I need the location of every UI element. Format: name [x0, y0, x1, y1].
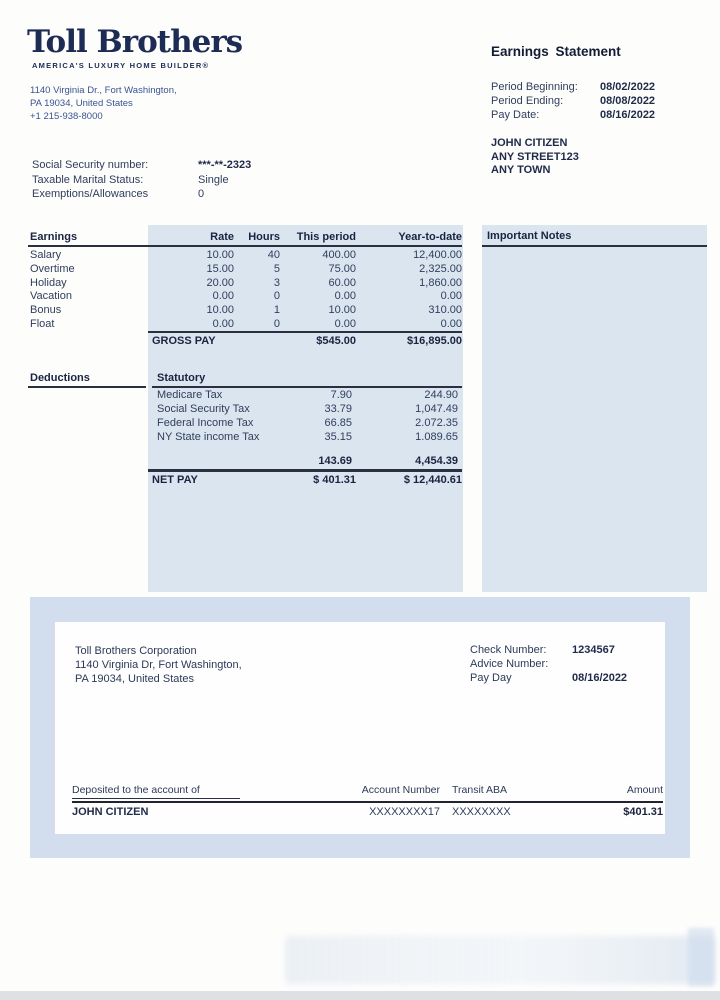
company-tagline: AMERICA'S LUXURY HOME BUILDER®: [32, 61, 210, 70]
employee-town: ANY TOWN: [491, 164, 551, 176]
earning-ytd: 0.00: [440, 290, 462, 303]
earnings-row-bonus: [28, 304, 462, 318]
check-number-value: 1234567: [572, 644, 615, 656]
deposit-amount: $401.31: [623, 806, 663, 818]
earning-period: 400.00: [322, 249, 356, 261]
rate-header: Rate: [210, 231, 234, 243]
earning-name: Holiday: [30, 276, 67, 289]
check-number-label: Check Number:: [470, 644, 547, 656]
company-address-line: 1140 Virginia Dr., Fort Washington,: [30, 85, 177, 96]
deduction-row-federal-income: [157, 417, 458, 431]
earning-name: Float: [30, 317, 55, 330]
deduction-name: Federal Income Tax: [157, 417, 254, 429]
hours-header: Hours: [248, 231, 280, 243]
account-number-header: Account Number: [361, 784, 440, 796]
deduction-name: Medicare Tax: [157, 389, 223, 401]
net-pay-period: $ 401.31: [313, 474, 356, 486]
deduction-row-social-security: [157, 403, 458, 417]
earnings-row-holiday: [28, 277, 462, 291]
statutory-group-label: Statutory: [157, 372, 206, 384]
earning-hours: 1: [273, 304, 280, 317]
earnings-row-salary: [28, 249, 462, 263]
gross-pay-period: $545.00: [316, 335, 356, 347]
deduction-period: 66.85: [324, 417, 352, 429]
net-pay-row: [152, 474, 462, 486]
marital-status-row: [32, 174, 251, 189]
transit-aba-header: Transit ABA: [452, 784, 508, 796]
earning-hours: 0: [273, 317, 280, 330]
ssn-row: [32, 159, 251, 174]
ytd-header: Year-to-date: [398, 231, 462, 243]
deductions-rule: [28, 386, 146, 388]
employee-address-block: [491, 137, 579, 178]
earning-ytd: 0.00: [440, 317, 462, 330]
faint-watermark: [285, 936, 715, 984]
deductions-total-ytd: 4,454.39: [415, 455, 458, 467]
gross-pay-rule: [148, 331, 462, 333]
earning-name: Bonus: [30, 304, 62, 317]
earnings-row-float: [28, 318, 462, 332]
earnings-row-vacation: [28, 290, 462, 304]
earning-hours: 5: [273, 262, 280, 275]
period-beginning-label: Period Beginning:: [491, 81, 578, 93]
earning-period: 60.00: [328, 276, 356, 289]
pay-date-value: 08/16/2022: [600, 109, 656, 121]
earning-name: Overtime: [30, 262, 75, 275]
earning-rate: 10.00: [206, 249, 234, 261]
earning-rate: 10.00: [206, 304, 234, 317]
identity-block: [32, 159, 251, 203]
deposited-account-header: [72, 784, 350, 799]
advice-number-row: [470, 658, 627, 672]
earning-name: Salary: [30, 249, 62, 261]
period-beginning-value: 08/02/2022: [600, 81, 656, 93]
deduction-name: Social Security Tax: [157, 403, 250, 415]
deduction-ytd: 1,047.49: [415, 403, 458, 415]
deductions-total-row: [277, 455, 458, 467]
ssn-value: ***-**-2323: [198, 159, 252, 171]
gross-pay-row: [152, 335, 462, 347]
deduction-period: 7.90: [330, 389, 352, 401]
earning-period: 75.00: [328, 262, 356, 275]
period-ending-row: [491, 95, 655, 109]
amount-header: Amount: [626, 784, 663, 796]
period-beginning-row: [491, 81, 655, 95]
earning-hours: 3: [273, 276, 280, 289]
statutory-rule: [152, 386, 462, 388]
pay-period-block: [491, 81, 655, 123]
deduction-period: 33.79: [324, 403, 352, 415]
deduction-row-medicare: [157, 389, 458, 403]
deduction-ytd: 244.90: [424, 389, 458, 401]
deposit-table: [72, 784, 663, 818]
gross-pay-ytd: $16,895.00: [406, 335, 462, 347]
earning-period: 10.00: [328, 304, 356, 317]
earning-ytd: 310.00: [428, 304, 462, 317]
deduction-ytd: 1.089.65: [415, 431, 458, 443]
period-ending-value: 08/08/2022: [600, 95, 656, 107]
exemptions-label: Exemptions/Allowances: [32, 188, 149, 200]
earning-ytd: 2,325.00: [419, 262, 462, 275]
earning-ytd: 1,860.00: [419, 276, 462, 289]
net-pay-rule: [148, 469, 462, 472]
earning-rate: 20.00: [206, 276, 234, 289]
earning-ytd: 12,400.00: [413, 249, 462, 261]
check-fields-block: [470, 644, 627, 686]
earning-rate: 0.00: [212, 317, 234, 330]
deduction-period: 35.15: [324, 431, 352, 443]
earning-period: 0.00: [334, 317, 356, 330]
earning-hours: 0: [273, 290, 280, 303]
earning-name: Vacation: [30, 290, 72, 303]
check-company-street: 1140 Virginia Dr, Fort Washington,: [75, 659, 242, 671]
earnings-header-row: [28, 231, 462, 247]
ssn-label: Social Security number:: [32, 159, 149, 171]
exemptions-value: 0: [198, 188, 205, 200]
deposit-header-row: [72, 784, 663, 801]
faint-watermark-edge: [688, 928, 714, 986]
pay-date-label: Pay Date:: [491, 109, 540, 121]
gross-pay-label: GROSS PAY: [152, 335, 216, 347]
employee-name: JOHN CITIZEN: [491, 137, 568, 149]
statement-title: Earnings Statement: [491, 44, 621, 59]
deduction-name: NY State income Tax: [157, 431, 260, 443]
this-period-header: This period: [296, 231, 356, 243]
marital-status-label: Taxable Marital Status:: [32, 173, 144, 186]
deductions-total-period: 143.69: [318, 455, 352, 467]
earning-rate: 15.00: [206, 262, 234, 275]
company-logo: Toll Brothers: [27, 24, 243, 60]
deposit-account-number: XXXXXXXX17: [369, 806, 440, 818]
check-number-row: [470, 644, 627, 658]
employee-street: ANY STREET123: [491, 150, 579, 163]
deductions-section-label: Deductions: [30, 372, 90, 384]
deposit-transit-aba: XXXXXXXX: [452, 806, 511, 818]
important-notes-title: Important Notes: [487, 230, 572, 242]
pay-day-value: 08/16/2022: [572, 672, 628, 684]
deductions-table: [157, 389, 458, 445]
net-pay-ytd: $ 12,440.61: [403, 474, 462, 486]
check-company-block: [75, 644, 242, 686]
bottom-scan-bar: [0, 991, 720, 1000]
deposit-account-holder: JOHN CITIZEN: [72, 806, 149, 818]
earnings-section-label: Earnings: [30, 231, 78, 243]
deposit-value-row: [72, 803, 663, 818]
marital-status-value: Single: [198, 173, 229, 186]
notes-panel-background: [482, 225, 707, 592]
company-phone: +1 215-938-8000: [30, 111, 103, 122]
company-address-line: PA 19034, United States: [30, 98, 133, 109]
exemptions-row: [32, 188, 251, 203]
earning-rate: 0.00: [212, 290, 234, 303]
pay-date-row: [491, 109, 655, 123]
company-address: [30, 84, 177, 123]
earning-period: 0.00: [334, 290, 356, 303]
advice-number-label: Advice Number:: [470, 658, 549, 670]
earnings-table: [28, 231, 462, 332]
deduction-row-ny-state: [157, 431, 458, 445]
important-notes-rule: [482, 245, 707, 247]
earnings-row-overtime: [28, 263, 462, 277]
deposited-account-header-text: Deposited to the account of: [72, 784, 240, 799]
period-ending-label: Period Ending:: [491, 95, 564, 107]
pay-day-row: [470, 672, 627, 686]
check-company-name: Toll Brothers Corporation: [75, 645, 197, 657]
pay-day-label: Pay Day: [470, 672, 512, 684]
net-pay-label: NET PAY: [152, 474, 198, 486]
earning-hours: 40: [267, 249, 280, 261]
deduction-ytd: 2.072.35: [415, 417, 458, 429]
check-company-city: PA 19034, United States: [75, 673, 195, 685]
